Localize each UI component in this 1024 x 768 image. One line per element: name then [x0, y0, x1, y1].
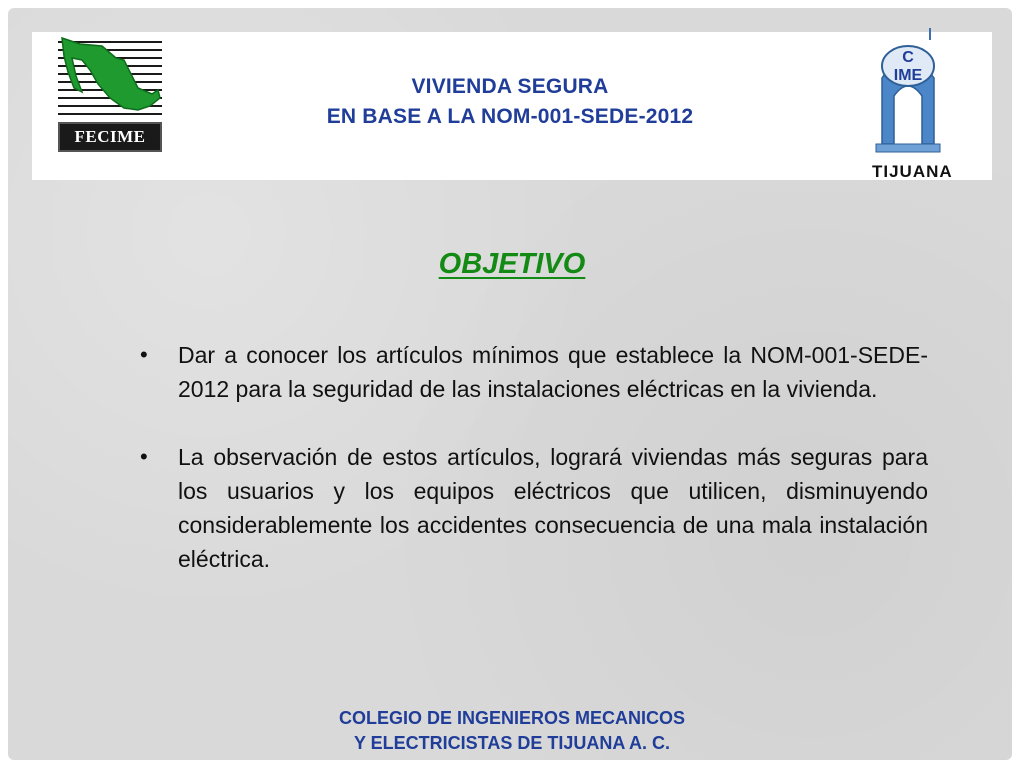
mexico-map-icon: [58, 36, 162, 122]
title-line-2: EN BASE A LA NOM-001-SEDE-2012: [326, 105, 694, 128]
bullet-icon: •: [140, 444, 148, 469]
footer-line-2: Y ELECTRICISTAS DE TIJUANA A. C.: [353, 733, 671, 753]
fecime-logo: [58, 36, 162, 154]
cime-logo: [872, 26, 944, 156]
cime-logo-caption: TIJUANA: [872, 162, 953, 181]
svg-text:IME: IME: [893, 67, 923, 84]
objective-heading: OBJETIVO: [438, 248, 586, 280]
svg-text:C: C: [902, 49, 914, 66]
footer: [0, 706, 1024, 756]
list-item: [136, 338, 928, 406]
arch-monument-icon: [872, 26, 944, 156]
bullet-text: La observación de estos artículos, logrará viviendas más seguras para los usuarios y los equipos eléctricos que utilicen, disminuyendo considerablemente los accidentes consecuencia de una mala instalación eléctrica.: [178, 444, 928, 572]
list-item: [136, 440, 928, 576]
fecime-logo-text: FECIME: [58, 122, 162, 152]
footer-line-1: COLEGIO DE INGENIEROS MECANICOS: [338, 708, 686, 728]
bullet-text: Dar a conocer los artículos mínimos que establece la NOM-001-SEDE-2012 para la seguridad de las instalaciones eléctricas en la vivienda.: [178, 342, 928, 402]
objective-bullet-list: [136, 338, 928, 610]
bullet-icon: •: [140, 342, 148, 367]
page-title: [240, 72, 780, 132]
title-line-1: VIVIENDA SEGURA: [411, 75, 609, 98]
